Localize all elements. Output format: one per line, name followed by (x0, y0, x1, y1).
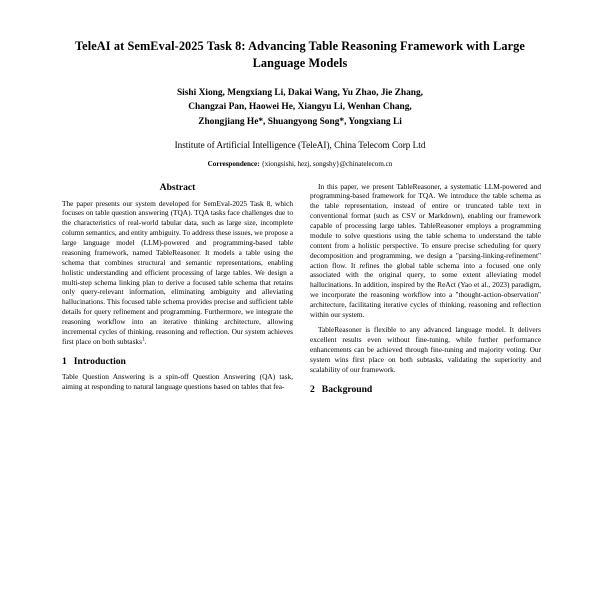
author-line-3: Zhongjiang He*, Shuangyong Song*, Yongxiang Li (198, 116, 402, 127)
section-heading-background (310, 384, 541, 395)
correspondence-value: {xiongsishi, hezj, songshy}@chinatelecom.cn (261, 159, 393, 168)
section-heading-introduction (62, 356, 293, 367)
two-column-body (62, 181, 541, 400)
section-number: 2 (310, 383, 315, 395)
introduction-paragraph-1: Table Question Answering is a spin-off Question Answering (QA) task, aiming at responding to natural language questions based on tables that fea- (62, 371, 293, 391)
affiliation: Institute of Artificial Intelligence (TeleAI), China Telecom Corp Ltd (174, 139, 426, 150)
page-title: TeleAI at SemEval-2025 Task 8: Advancing Table Reasoning Framework with Large Language Models (75, 39, 525, 71)
author-line-2: Changzai Pan, Haowei He, Xiangyu Li, Wenhan Chang, (188, 102, 412, 113)
footnote-marker: 1 (141, 336, 145, 343)
author-line-1: Sishi Xiong, Mengxiang Li, Dakai Wang, Yu Zhao, Jie Zhang, (176, 87, 424, 98)
right-paragraph-2: TableReasoner is flexible to any advanced language model. It delivers excellent results even without fine-tuning, while further performance enhancements can be achieved through fine-tuning and majority voting. Our system wins first place on both subtasks, validating the superiority and scalability of our framework. (310, 325, 541, 374)
left-column (62, 182, 293, 397)
section-title: Background (321, 383, 373, 395)
section-number: 1 (62, 355, 67, 367)
abstract-heading: Abstract (159, 181, 196, 193)
section-title: Introduction (73, 355, 126, 367)
right-paragraph-1: In this paper, we present TableReasoner, a systematic LLM-powered and programming-based framework for TQA. We introduce the table schema as the table representation, instead of entire or truncated table text in conventional format (such as CSV or Markdown), enabling our framework capable of processing large tables. TableReasoner employs a programming module to solve questions using the table schema to understand the table content from a holistic perspective. To ensure precise scheduling for query decomposition and programming, we design a "parsing-linking-refinement" action flow. It refines the global table schema into a focused one only associated with the original query, to some extent alleviating model hallucinations. In addition, inspired by the ReAct (Yao et al., 2023) paradigm, we incorporate the reasoning workflow into a "thought-action-observation" architecture, facilitating iterative cycles of thinking, reasoning and reflection within our system. (310, 181, 541, 319)
author-list (62, 86, 538, 129)
correspondence-label: Correspondence: (207, 159, 260, 168)
correspondence (62, 160, 538, 170)
right-column (310, 182, 541, 400)
abstract-text: The paper presents our system developed for SemEval-2025 Task 8, which focuses on table question answering (TQA). TQA tasks face challenges due to the characteristics of real-world tabular data, such as large size, incomplete column semantics, and entity ambiguity. To address these issues, we propose a large language model (LLM)-powered and programming-based table reasoning framework, named TableReasoner. It models a table using the schema that combines structural and semantic representations, enabling holistic understanding and efficient processing of large tables. We design a multi-step schema linking plan to derive a focused table schema that retains only query-relevant information, eliminating ambiguity and alleviating hallucinations. This focused table schema provides precise and sufficient table details for query refinement and programming. Furthermore, we integrate the reasoning workflow into an iterative thinking architecture, allowing incremental cycles of thinking, reasoning and reflection. Our system achieves first place on both subtasks$^1$. (62, 198, 293, 346)
